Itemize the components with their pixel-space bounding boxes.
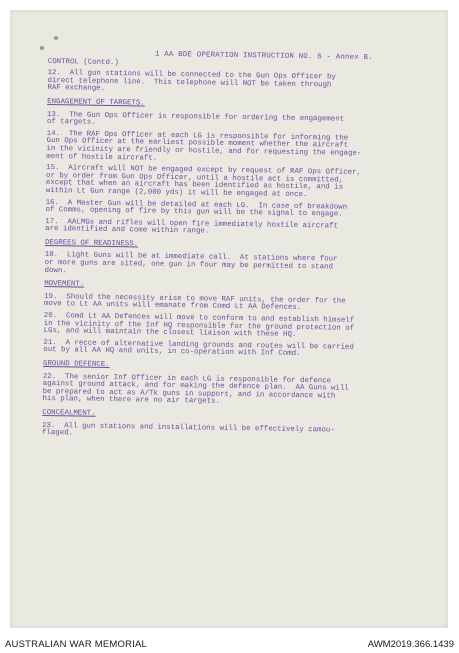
section-heading: GROUND DEFENCE. (43, 359, 110, 370)
paragraph: 20. Comd Lt AA Defences will move to conform to and establish himself in the vicinity of the Inf HQ responsible for the ground protection of LGs, and will maintain the closest liaison with these HQ. (43, 311, 355, 340)
punch-hole (40, 46, 44, 50)
punch-hole (54, 36, 58, 40)
paragraph: 13. The Gun Ops Officer is responsible for ordering the engagement of targets. (46, 110, 345, 127)
document-content (42, 59, 420, 444)
institution-name: AUSTRALIAN WAR MEMORIAL (5, 639, 148, 650)
paragraph: 16. A Master Gun will be detailed at each LG. In case of breakdown of Comms, opening of fire by this gun will be the signal to engage. (45, 198, 348, 219)
document-title: 1 AA BDE OPERATION INSTRUCTION NO. 6 - Annex B. (154, 50, 373, 63)
archive-footer (0, 636, 459, 653)
paragraph: 18. Light Guns will be at immediate call. At stations where four or more guns are sited, one gun in four may be permitted to stand down. (44, 251, 338, 275)
section-heading: ENGAGEMENT OF TARGETS. (47, 97, 145, 108)
section-heading: DEGREES OF READINESS. (44, 238, 139, 249)
paragraph: CONTROL (Contd.) (47, 57, 119, 67)
paragraph: 21. A recce of alternative landing grounds and routes will be carried out by all AA HQ and units, in co-operation with Inf Comd. (43, 338, 354, 359)
paragraph: 23. All gun stations and installations will be effectively camou- flaged. (41, 421, 335, 438)
paragraph: 14. The RAF Ops Officer at each LG is responsible for informing the Gun Ops Officer at the earliest possible moment whether the aircraft in the vicinity are friendly or hostile, and for requesting the engage- ment of hostile aircraft. (46, 129, 362, 163)
paragraph: 22. The senior Inf Officer in each LG is responsible for defence against ground attack, and for making the defence plan. AA Guns will be prepared to act as A/Tk guns in support, and in accordance with his plan, when there are no air targets. (42, 372, 349, 407)
paragraph: 19. Should the necessity arise to move RAF units, the order for the move to Lt AA units will emanate from Comd Lt AA Defences. (43, 292, 346, 313)
accession-number: AWM2019.366.1439 (367, 639, 454, 650)
paragraph: 15. Aircraft will NOT be engaged except by request of RAF Ops Officer, or by order from Gun Ops Officer, until a hostile act is committed, except that when an aircraft has been identified as hostile, and is within Lt Gun range (2,000 yds) it will be engaged at once. (45, 164, 362, 199)
paragraph: 12. All gun stations will be connected to the Gun Ops Officer by direct telephone line. This telephone will NOT be taken through RAF exchange. (47, 69, 336, 94)
section-heading: CONCEALMENT. (42, 408, 96, 418)
document-page (10, 10, 448, 628)
paragraph: 17. AALMGs and rifles will open fire immediately hostile aircraft are identified and come within range. (45, 217, 339, 236)
section-heading: MOVEMENT. (44, 280, 85, 289)
document-body (42, 50, 420, 448)
